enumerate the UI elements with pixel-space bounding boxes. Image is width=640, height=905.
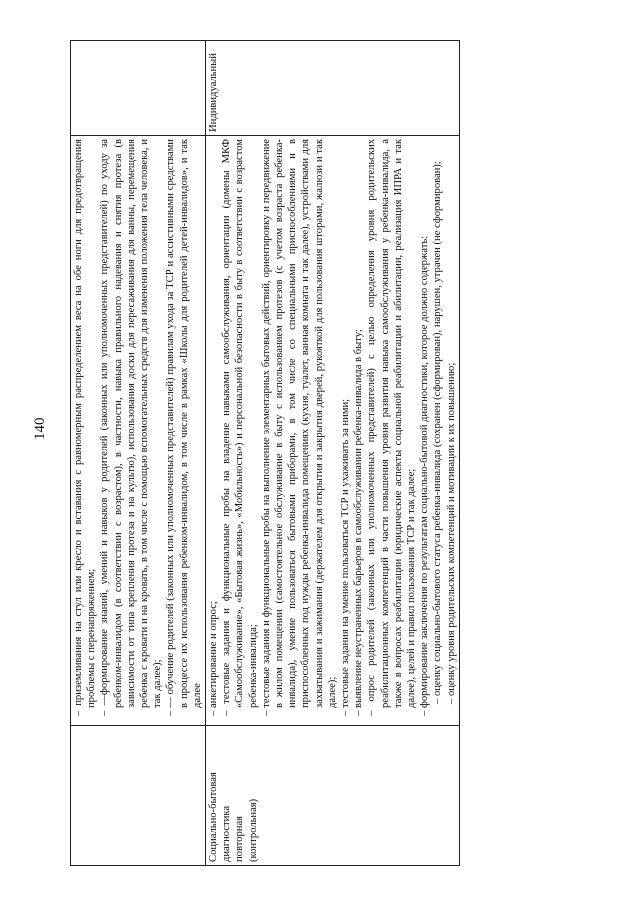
list-item: – тестовые задания и функциональные пробы на владение навыками самообслуживания, ориентации (домены МКФ «Самообслуживание», «Бытовая жизнь», «Мобильность») и персональной безопасности в быту в соответствии с возрастом ребенка-инвалида; bbox=[220, 139, 260, 722]
list-item: – формирование заключения по результатам социально-бытовой диагностики, которое должно содержать: bbox=[418, 139, 431, 722]
document-table bbox=[70, 40, 460, 866]
document-table-container bbox=[70, 41, 460, 866]
stage-cell bbox=[71, 726, 206, 866]
list-item: – опрос родителей (законных или уполномоченных представителей) с целью определения уровня родительских реабилитационных компетенций в части повышения уровня развития навыка самообслуживания у ребенка-инвалида, а также в вопросах реабилитации (юридические аспекты социальной реабилитации и абилитации, реализация ИПРА и так далее), целей и правил пользования ТСР и так далее; bbox=[365, 139, 418, 722]
list-item: – анкетирование и опрос; bbox=[207, 139, 220, 722]
form-cell: Индивидуальный bbox=[206, 41, 460, 136]
list-item: – приземливания на стул или кресло и вставания с равномерным распределением веса на обе ноги для предотвращения проблемы с перенапряжением; bbox=[72, 139, 98, 722]
list-item: – —формирование знаний, умений и навыков у родителей (законных или уполномоченных представителей) по уходу за ребенком-инвалидом (в соответствии с возрастом), в частности, навыка правильного надевания и снятия протеза (в зависимости от типа крепления протеза и на культю), использования доски для пересаживания для ванны, перемещения ребенка с кровати и на кровать, в том числе с помощью вспомогательных средств для изменения положения тела человека, и так далее); bbox=[98, 139, 164, 722]
list-item: – тестовые задания и функциональные пробы на выполнение элементарных бытовых действий, ориентировку и передвижение в жилом помещении (самостоятельное обслуживание в быту с использованием протезов (с учетом возраста ребенка-инвалида), умение пользоваться бытовыми приборами, в том числе со специальными приспособлениями и в приспособленных под нужды ребенка-инвалида помещениях (кухня, туалет, ванная комната и так далее), устройствами для захватывания и зажимания (держателем для открытия и закрытия дверей, рукояткой для пользования шторами, жалюзи и так далее); bbox=[260, 139, 339, 722]
list-item: – тестовые задания на умение пользоваться ТСР и ухаживать за ними; bbox=[339, 139, 352, 722]
page-number: 140 bbox=[32, 417, 48, 440]
content-cell bbox=[71, 136, 206, 726]
content-cell bbox=[206, 136, 460, 726]
list-item: – выявление неустраненных барьеров в самообслуживании ребенка-инвалида в быту; bbox=[352, 139, 365, 722]
table-row bbox=[71, 41, 206, 866]
table-row bbox=[206, 41, 460, 866]
stage-label-line: Социально-бытовая bbox=[208, 772, 220, 862]
sub-list-item: – оценку социально-бытового статуса ребенка-инвалида (сохранен (сформирован), нарушен, утрачен (не сформирован); bbox=[431, 139, 444, 722]
stage-cell bbox=[206, 726, 460, 866]
list-item: – — обучение родителей (законных или уполномоченных представителей) правилам ухода за ТСР и ассистивными средствами в процессе их использования ребенком-инвалидом, в том числе в рамках «Школы для родителей детей-инвалидов», и так далее bbox=[164, 139, 204, 722]
sub-list-item: – оценку уровня родительских компетенций и мотивации к их повышению; bbox=[445, 139, 458, 722]
form-cell bbox=[71, 41, 206, 136]
stage-label-line: диагностика bbox=[221, 805, 233, 862]
stage-label-line: (контрольная) bbox=[247, 798, 259, 862]
stage-label-line: повторная bbox=[234, 815, 246, 862]
